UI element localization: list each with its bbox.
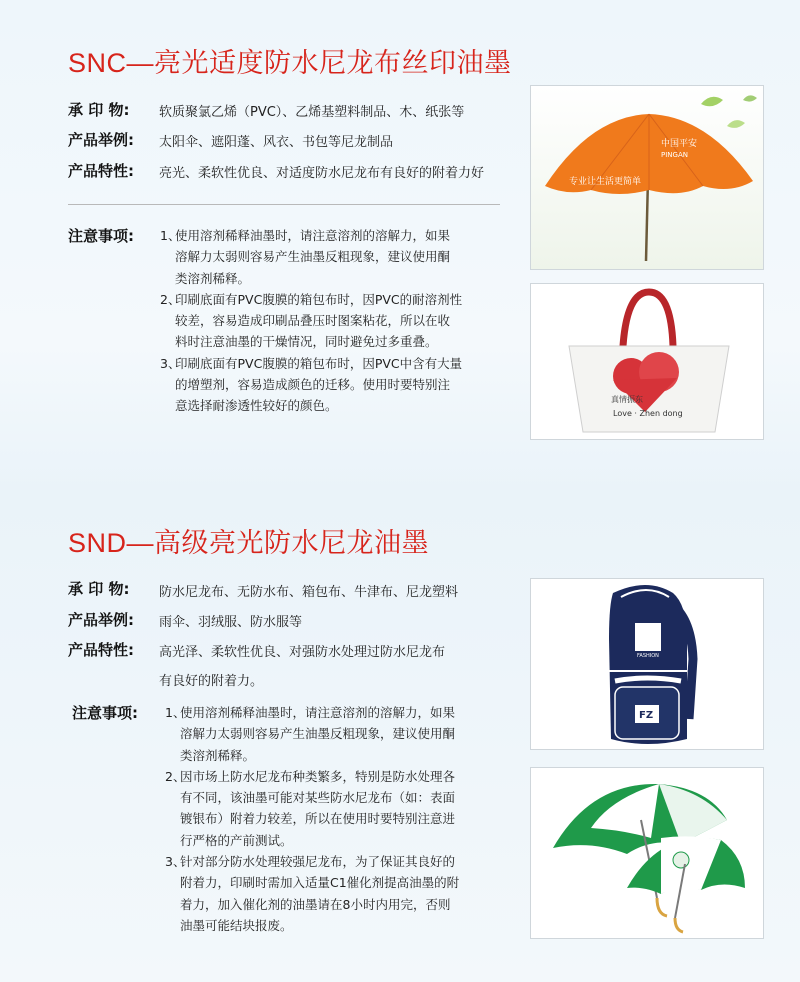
snc-note-3-line-3: 意选择耐渗透性较好的颜色。 [175, 398, 338, 414]
snc-substrate-label: 承 印 物: [68, 101, 130, 119]
snc-feature-label: 产品特性: [68, 162, 134, 180]
snc-note-2-number: 2、 [160, 291, 181, 307]
snd-note-3-line-3: 着力，加入催化剂的油墨请在8小时内用完，否则 [180, 896, 451, 912]
snd-title: SND—高级亮光防水尼龙油墨 [68, 528, 430, 558]
snd-note-3-line-2: 附着力，印刷时需加入适量C1催化剂提高油墨的附 [180, 875, 460, 891]
umbrella-slogan-text: 专业让生活更简单 [569, 177, 642, 187]
snc-note-1-line-3: 类溶剂稀释。 [175, 270, 251, 286]
snc-note-2-line-3: 料时注意油墨的干燥情况，同时避免过多重叠。 [175, 334, 438, 350]
bag-caption-text: Love · Zhen dong [613, 409, 683, 418]
backpack-label-text: FASHION [637, 653, 659, 659]
snc-note-1-number: 1、 [160, 228, 181, 243]
snd-note-2-line-1: 因市场上防水尼龙布种类繁多，特别是防水处理各 [180, 768, 456, 784]
snd-note-1-number: 1、 [165, 705, 186, 720]
snc-feature-value: 亮光、柔软性优良、对适度防水尼龙布有良好的附着力好 [159, 166, 485, 181]
snd-note-1-line-1: 使用溶剂稀释油墨时，请注意溶剂的溶解力，如果 [180, 705, 456, 720]
snd-note-1-line-2: 溶解力太弱则容易产生油墨反粗现象，建议使用酮 [180, 726, 456, 742]
snd-note-3-line-1: 针对部分防水处理较强尼龙布，为了保证其良好的 [180, 854, 456, 870]
snd-note-2-number: 2、 [165, 768, 186, 784]
umbrella-brand-text: 中国平安 [661, 139, 698, 149]
snc-note-3-number: 3、 [160, 355, 181, 371]
snd-feature-value: 高光泽、柔软性优良、对强防水处理过防水尼龙布 [159, 645, 446, 660]
snd-feature-value-line-2: 有良好的附着力。 [159, 674, 264, 689]
snc-notes-label: 注意事项: [68, 227, 134, 245]
umbrella-brand-en-text: PINGAN [661, 151, 688, 159]
snc-note-3-line-1: 印刷底面有PVC腹膜的箱包布时，因PVC中含有大量 [175, 355, 463, 371]
snd-note-3-line-4: 油墨可能结块报废。 [180, 917, 293, 933]
snd-note-2-line-4: 行严格的产前测试。 [180, 832, 293, 848]
snd-note-2-line-2: 有不同，该油墨可能对某些防水尼龙布（如：表面 [180, 790, 456, 806]
snc-note-2-line-2: 较差，容易造成印刷品叠压时图案粘花，所以在收 [175, 313, 451, 329]
snd-substrate-value: 防水尼龙布、无防水布、箱包布、牛津布、尼龙塑料 [159, 585, 459, 600]
snc-note-1-line-1: 使用溶剂稀释油墨时，请注意溶剂的溶解力，如果 [175, 228, 451, 243]
snc-note-2 [160, 289, 520, 353]
snd-notes-list [165, 702, 525, 936]
snc-note-2-line-1: 印刷底面有PVC腹膜的箱包布时，因PVC的耐溶剂性 [175, 291, 463, 307]
snc-note-1 [160, 225, 520, 289]
snd-notes-label: 注意事项: [72, 704, 138, 722]
green-umbrella-photo [530, 767, 764, 939]
snd-feature-label: 产品特性: [68, 641, 134, 659]
backpack-photo [530, 578, 764, 750]
snc-divider [68, 204, 500, 205]
snd-note-2-line-3: 镀银布）附着力较差，所以在使用时要特别注意进 [180, 811, 456, 827]
tote-bag-photo [530, 283, 764, 440]
snc-note-3-line-2: 的增塑剂，容易造成颜色的迁移。使用时要特别注 [175, 377, 451, 393]
snd-note-3-number: 3、 [165, 854, 186, 870]
backpack-logo-text: FZ [639, 710, 654, 721]
snc-substrate-value: 软质聚氯乙烯（PVC）、乙烯基塑料制品、木、纸张等 [159, 105, 465, 120]
snc-note-3 [160, 353, 520, 417]
bag-slogan-text: 真情振东 [611, 395, 643, 404]
snd-substrate-label: 承 印 物: [68, 580, 130, 598]
snc-example-label: 产品举例: [68, 131, 134, 149]
snc-note-1-line-2: 溶解力太弱则容易产生油墨反粗现象，建议使用酮 [175, 249, 451, 265]
orange-umbrella-photo [530, 85, 764, 270]
snd-note-2 [165, 766, 525, 851]
snd-note-1 [165, 702, 525, 766]
snc-title: SNC—亮光适度防水尼龙布丝印油墨 [68, 48, 512, 78]
snd-note-1-line-3: 类溶剂稀释。 [180, 747, 256, 763]
snd-example-value: 雨伞、羽绒服、防水服等 [159, 615, 303, 630]
snd-note-3 [165, 851, 525, 936]
snc-notes-list [160, 225, 520, 417]
snd-example-label: 产品举例: [68, 611, 134, 629]
snc-example-value: 太阳伞、遮阳蓬、风衣、书包等尼龙制品 [159, 135, 394, 150]
